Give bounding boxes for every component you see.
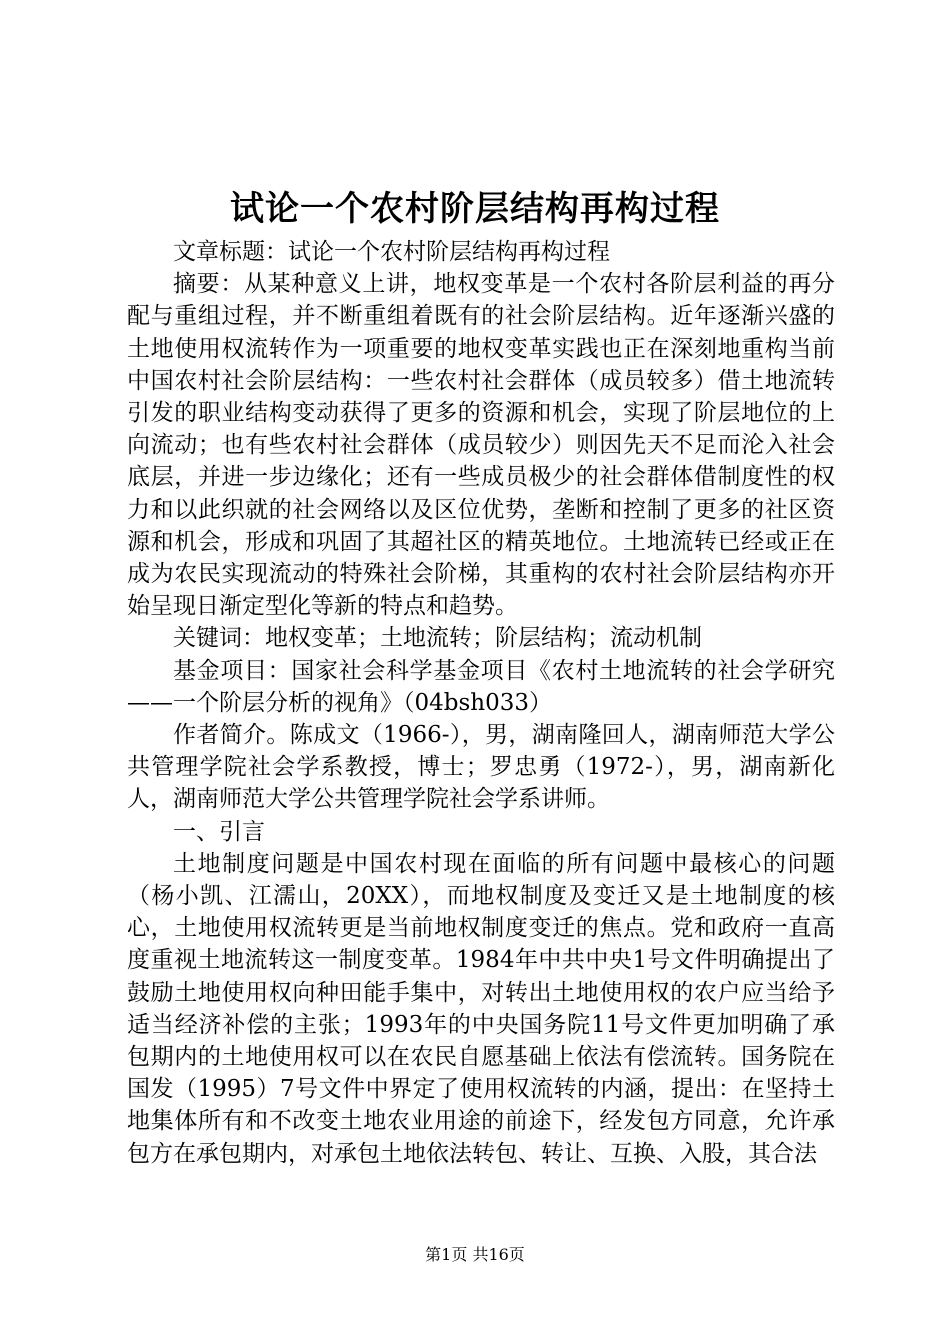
document-title: 试论一个农村阶层结构再构过程 <box>230 189 720 229</box>
abstract-paragraph: 摘要：从某种意义上讲，地权变革是一个农村各阶层利益的再分配与重组过程，并不断重组着既有的社会阶层结构。近年逐渐兴盛的土地使用权流转作为一项重要的地权变革实践也正在深刻地重构当前中国农村社会阶层结构：一些农村社会群体（成员较多）借土地流转引发的职业结构变动获得了更多的资源和机会，实现了阶层地位的上向流动；也有些农村社会群体（成员较少）则因先天不足而沦入社会底层，并进一步边缘化；还有一些成员极少的社会群体借制度性的权力和以此织就的社会网络以及区位优势，垄断和控制了更多的社区资源和机会，形成和巩固了其超社区的精英地位。土地流转已经或正在成为农民实现流动的特殊社会阶梯，其重构的农村社会阶层结构亦开始呈现日渐定型化等新的特点和趋势。 <box>127 271 835 620</box>
fund-project-paragraph: 基金项目：国家社会科学基金项目《农村土地流转的社会学研究——一个阶层分析的视角》（04bsh033） <box>127 657 835 716</box>
keywords-line: 关键词：地权变革；土地流转；阶层结构；流动机制 <box>173 625 702 652</box>
page-number-footer: 第1页 共16页 <box>425 1245 525 1264</box>
article-title-line: 文章标题：试论一个农村阶层结构再构过程 <box>173 239 610 265</box>
author-bio-paragraph: 作者简介。陈成文（1966-），男，湖南隆回人，湖南师范大学公共管理学院社会学系教授，博士；罗忠勇（1972-），男，湖南新化人，湖南师范大学公共管理学院社会学系讲师。 <box>127 722 835 813</box>
introduction-paragraph: 土地制度问题是中国农村现在面临的所有问题中最核心的问题（杨小凯、江濡山，20XX），而地权制度及变迁又是土地制度的核心，土地使用权流转更是当前地权制度变迁的焦点。党和政府一直高度重视土地流转这一制度变革。1984年中共中央1号文件明确提出了鼓励土地使用权向种田能手集中，对转出土地使用权的农户应当给予适当经济补偿的主张；1993年的中央国务院11号文件更加明确了承包期内的土地使用权可以在农民自愿基础上依法有偿流转。国务院在国发（1995）7号文件中界定了使用权流转的内涵，提出：在坚持土地集体所有和不改变土地农业用途的前途下，经发包方同意，允许承包方在承包期内，对承包土地依法转包、转让、互换、入股，其合法 <box>127 850 835 1167</box>
section-heading-introduction: 一、引言 <box>173 818 265 845</box>
document-body <box>127 236 835 1170</box>
